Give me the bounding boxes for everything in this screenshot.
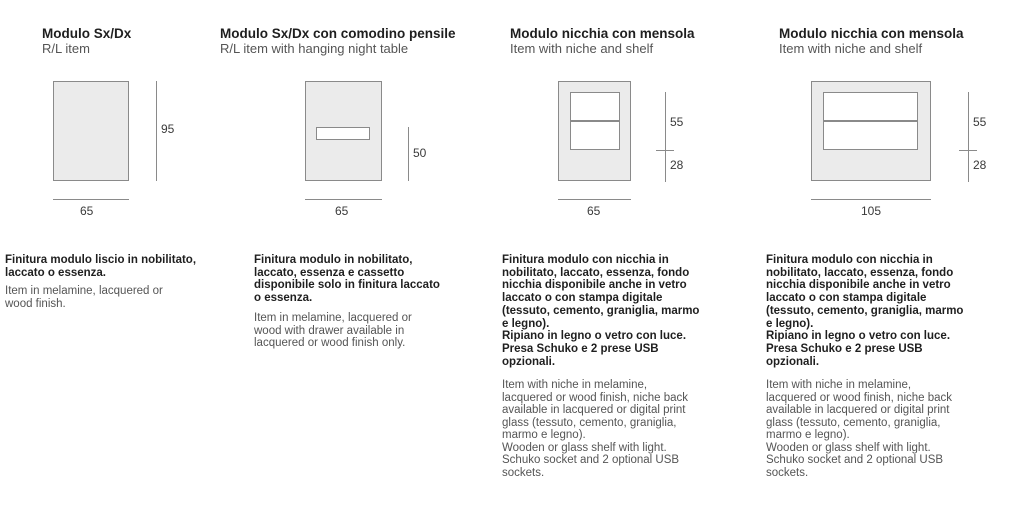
module-3-desc-en: Item with niche in melamine, lacquered or wood finish, niche back available in lacquered or digital print glass (tessuto, cemento, graniglia, marmo e legno). Wooden or glass shelf with light. Schuko socket and 2 optional USB sockets. [502,379,689,479]
module-4-subtitle: Item with niche and shelf [779,41,923,56]
module-3-height-tick [656,150,674,151]
module-1-desc-it: Finitura modulo liscio in nobilitato, laccato o essenza. [5,254,197,279]
module-3-title: Modulo nicchia con mensola [510,26,695,41]
module-1-height-dim: 95 [161,122,175,136]
module-3-width-dim: 65 [587,204,601,218]
module-1-desc-en: Item in melamine, lacquered or wood finish. [5,285,163,310]
module-3-height-dim: 55 [670,115,684,129]
module-4-desc-it: Finitura modulo con nicchia in nobilitato, laccato, essenza, fondo nicchia disponibile anche in vetro laccato o con stampa digitale (tessuto, cemento, graniglia, marmo e legno). Ripiano in legno o vetro con luce. Presa Schuko e 2 prese USB opzionali. [766,254,964,368]
module-1-drawing [53,81,129,181]
module-4-shelf [823,120,918,122]
module-2-width-dim: 65 [335,204,349,218]
module-2-height-dim: 50 [413,146,427,160]
module-2-subtitle: R/L item with hanging night table [220,41,409,56]
module-1-title: Modulo Sx/Dx [42,26,132,41]
module-4-height-dim: 55 [973,115,987,129]
module-4-height-tick [959,150,977,151]
module-4-width-line [811,199,931,200]
module-3-width-line [558,199,631,200]
module-1-subtitle: R/L item [42,41,90,56]
module-2-desc-en: Item in melamine, lacquered or wood with drawer available in lacquered or wood finish only. [254,312,412,349]
module-2-width-line [305,199,382,200]
module-3-subtitle: Item with niche and shelf [510,41,654,56]
module-1-width-dim: 65 [80,204,94,218]
module-2-height-line [408,127,409,181]
module-4-lower-dim: 28 [973,158,987,172]
module-3-shelf [570,120,620,122]
module-3-height-line [665,92,666,182]
module-1-height-line [156,81,157,181]
module-3-desc-it: Finitura modulo con nicchia in nobilitato, laccato, essenza, fondo nicchia disponibile anche in vetro laccato o con stampa digitale (tessuto, cemento, graniglia, marmo e legno). Ripiano in legno o vetro con luce. Presa Schuko e 2 prese USB opzionali. [502,254,700,368]
module-2-drawer [316,127,370,140]
module-4-desc-en: Item with niche in melamine, lacquered or wood finish, niche back available in lacquered or digital print glass (tessuto, cemento, graniglia, marmo e legno). Wooden or glass shelf with light. Schuko socket and 2 optional USB sockets. [766,379,953,479]
module-3-lower-dim: 28 [670,158,684,172]
module-1-width-line [53,199,129,200]
module-2-desc-it: Finitura modulo in nobilitato, laccato, essenza e cassetto disponibile solo in finitura laccato o essenza. [254,254,440,305]
module-4-title: Modulo nicchia con mensola [779,26,964,41]
module-2-title: Modulo Sx/Dx con comodino pensile [220,26,456,41]
module-4-height-line [968,92,969,182]
module-4-width-dim: 105 [861,204,882,218]
